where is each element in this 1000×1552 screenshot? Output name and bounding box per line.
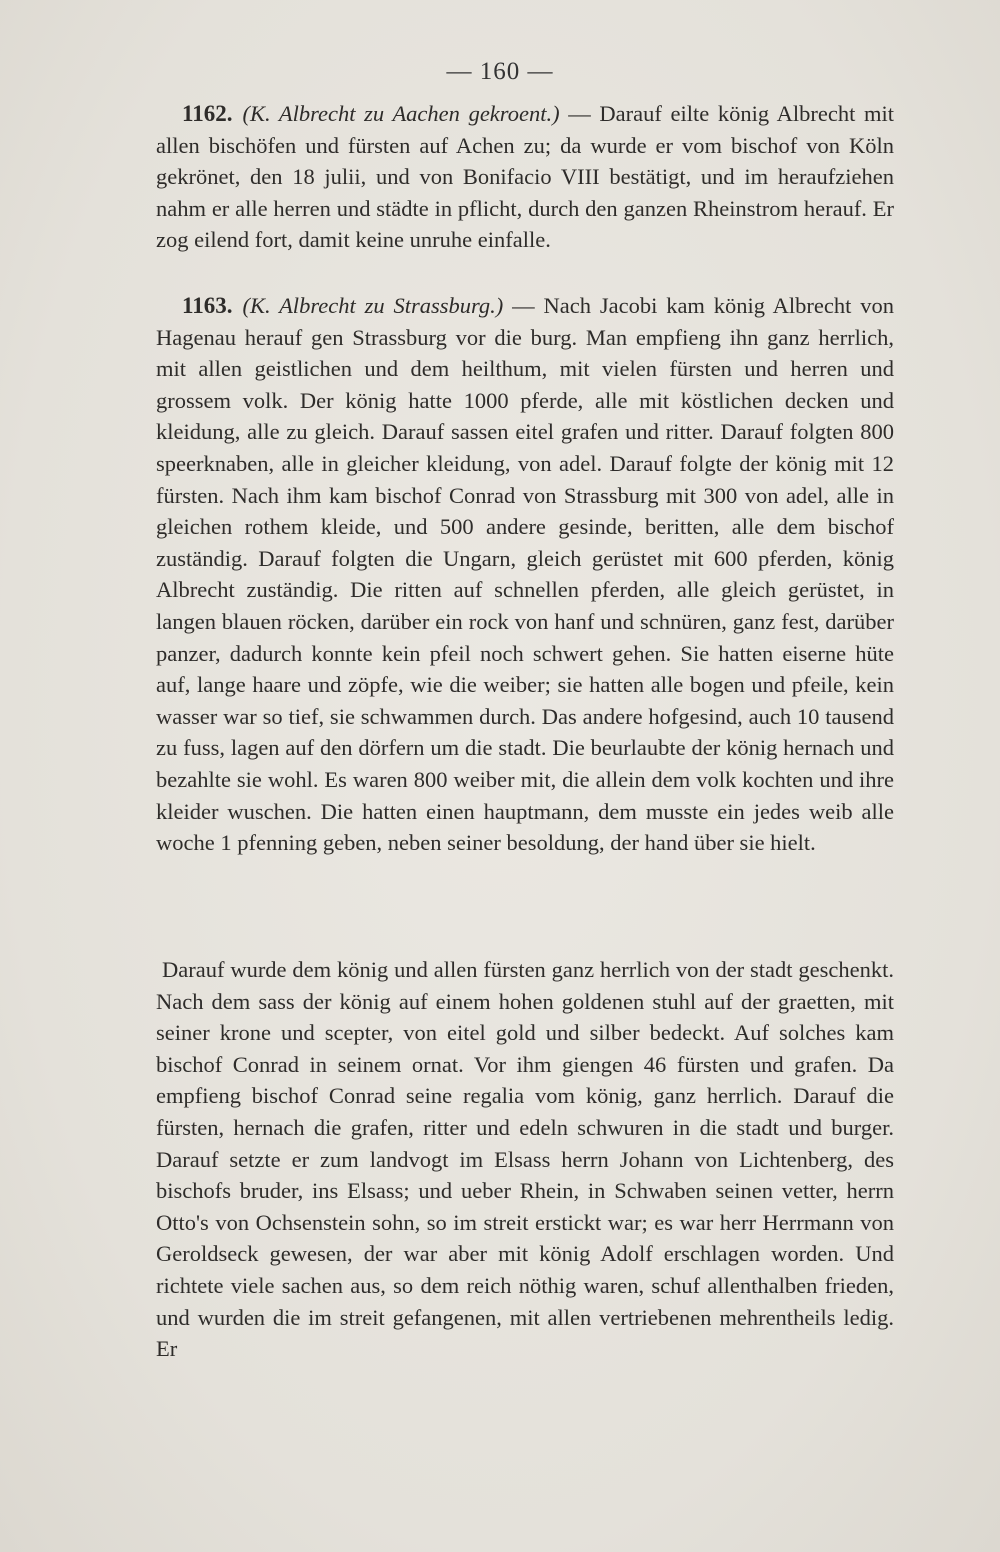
entry-number: 1162. <box>182 101 233 126</box>
entry-text: — Nach Jacobi kam könig Albrecht von Hagenau herauf gen Strassburg vor die burg. Man empfieng ihn ganz herrlich, mit allen geistlichen und dem heilthum, mit vielen fürsten und herren und grossem volk. Der könig hatte 1000 pferde, alle mit köstlichen decken und kleidung, alle zu gleich. Darauf sassen eitel grafen und ritter. Darauf folgten 800 speerknaben, alle in gleicher kleidung, von adel. Darauf folgte der könig mit 12 fürsten. Nach ihm kam bischof Conrad von Strassburg mit 300 von adel, alle in gleichen rothem kleide, und 500 andere gesinde, beritten, alle dem bischof zuständig. Darauf folgten die Ungarn, gleich gerüstet mit 600 pferden, könig Albrecht zuständig. Die ritten auf schnellen pferden, alle gleich gerüstet, in langen blauen röcken, darüber ein rock von hanf und schnüren, ganz fest, darüber panzer, dadurch konnte kein pfeil noch schwert gehen. Sie hatten eiserne hüte auf, lange haare und zöpfe, wie die weiber; sie hatten alle bogen und pfeile, kein wasser war so tief, sie schwammen durch. Das andere hofgesind, auch 10 tausend zu fuss, lagen auf den dörfern um die stadt. Die beurlaubte der könig hernach und bezahlte sie wohl. Es waren 800 weiber mit, die allein dem volk kochten und ihre kleider wuschen. Die hatten einen hauptmann, dem musste ein jedes weib alle woche 1 pfenning geben, neben seiner besoldung, der hand über sie hielt. <box>156 293 895 856</box>
entry-title: (K. Albrecht zu Strassburg.) <box>242 293 504 318</box>
entry-1162 <box>156 98 894 256</box>
paragraph-text: Darauf wurde dem könig und allen fürsten ganz herrlich von der stadt geschenkt. Nach dem sass der könig auf einem hohen goldenen stuhl auf der graetten, mit seiner krone und scepter, von eitel gold und silber bedeckt. Auf solches kam bischof Conrad in seinem ornat. Vor ihm giengen 46 fürsten und grafen. Da empfieng bischof Conrad seine regalia vom könig, ganz herrlich. Darauf die fürsten, hernach die grafen, ritter und edeln schwuren in die stadt und burger. Darauf setzte er zum landvogt im Elsass herrn Johann von Lichtenberg, des bischofs bruder, ins Elsass; und ueber Rhein, in Schwaben seinen vetter, herrn Otto's von Ochsenstein sohn, so im streit erstickt war; es war herr Herrmann von Geroldseck gewesen, der war aber mit könig Adolf erschlagen worden. Und richtete viele sachen aus, so dem reich nöthig waren, schuf allenthalben frieden, und wurden die im streit gefangenen, mit allen vertriebenen mehrentheils ledig. Er <box>156 957 894 1362</box>
entry-paragraph <box>156 98 894 256</box>
entry-number: 1163. <box>182 293 233 318</box>
page-number: — 160 — <box>446 58 554 85</box>
continuation-paragraph <box>156 954 894 1365</box>
entry-title: (K. Albrecht zu Aachen gekroent.) <box>242 101 560 126</box>
entry-text: — Darauf eilte könig Albrecht mit allen bischöfen und fürsten auf Achen zu; da wurde er vom bischof von Köln gekrönet, den 18 julii, und von Bonifacio VIII bestätigt, und im heraufziehen nahm er alle herren und städte in pflicht, durch den ganzen Rheinstrom herauf. Er zog eilend fort, damit keine unruhe einfalle. <box>156 101 894 253</box>
entry-paragraph <box>156 290 894 859</box>
entry-1163 <box>156 290 894 859</box>
